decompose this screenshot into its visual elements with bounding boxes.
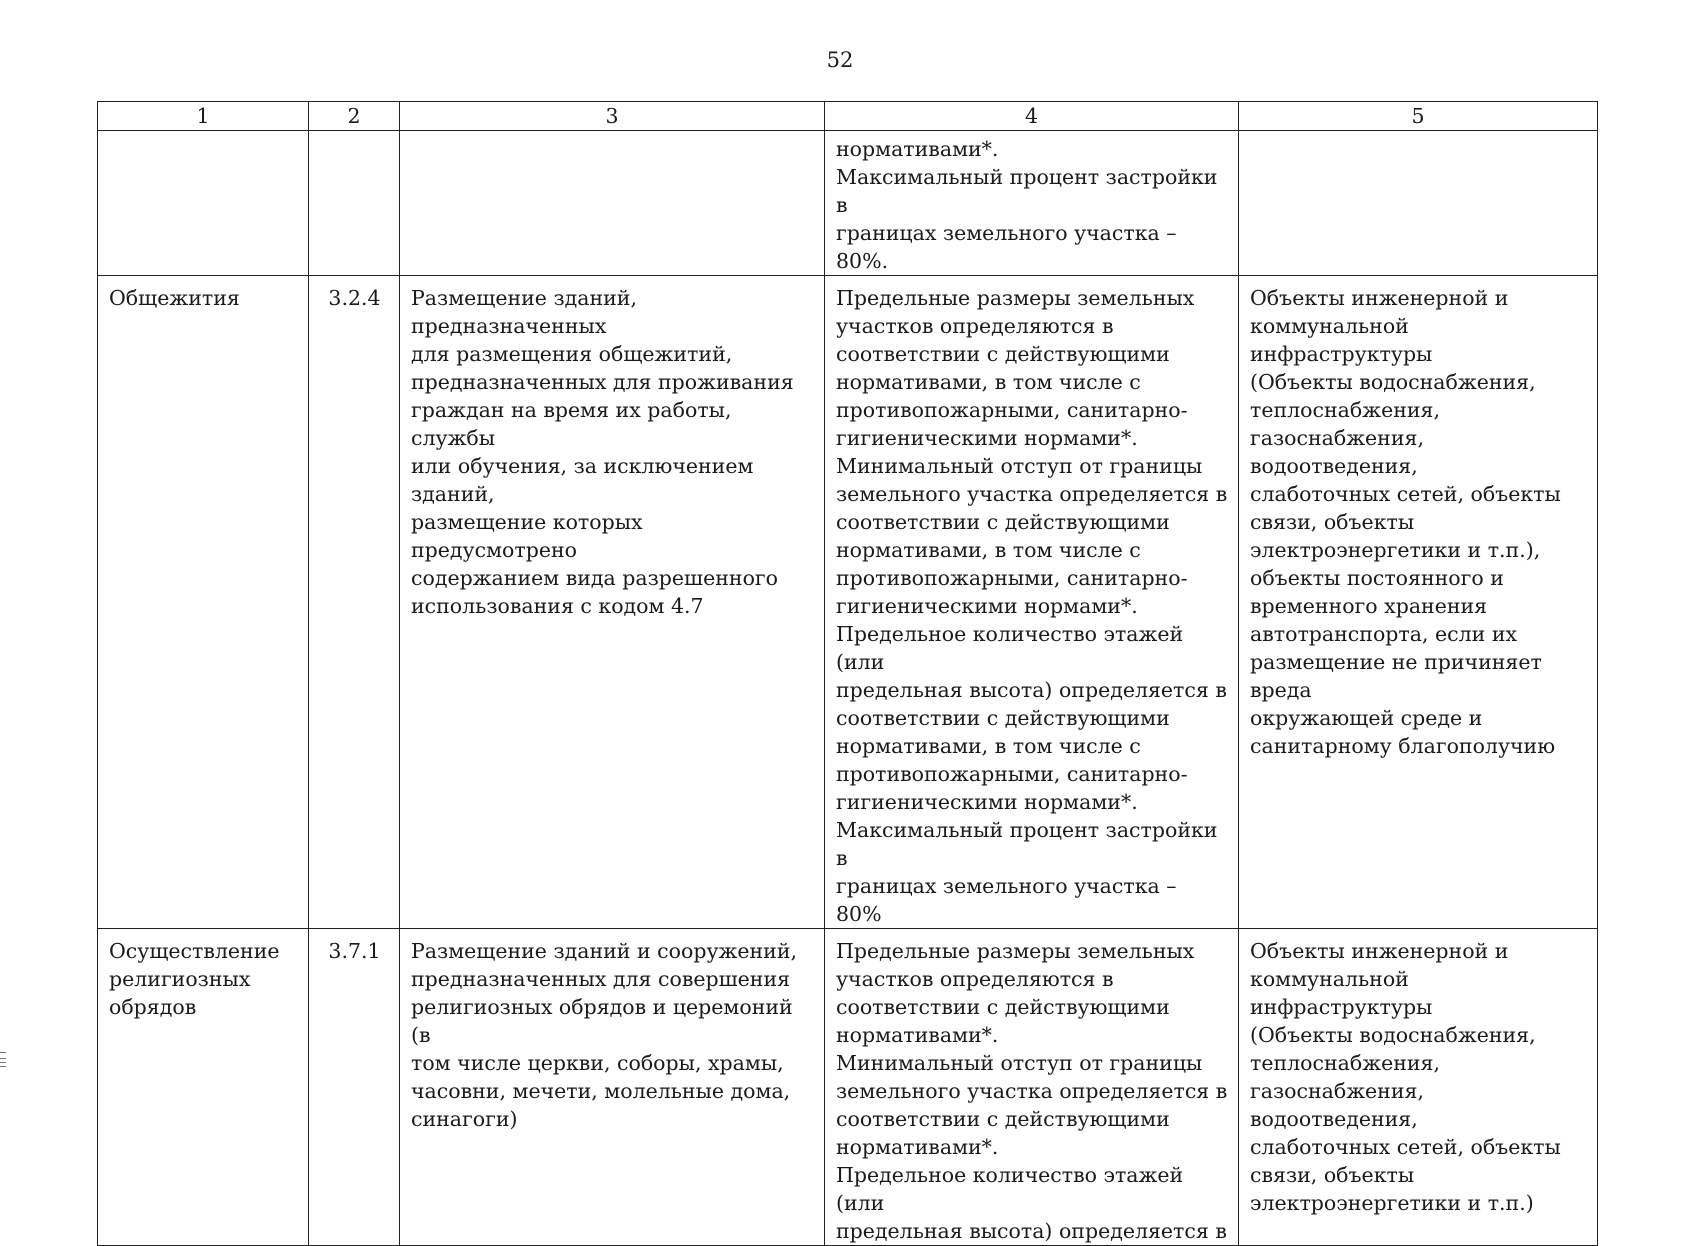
use-description-cell (400, 131, 825, 276)
header-col-1: 1 (98, 102, 309, 131)
use-name-cell: Общежития (98, 276, 309, 929)
header-col-5: 5 (1239, 102, 1598, 131)
use-name-cell: Осуществление религиозных обрядов (98, 929, 309, 1246)
scan-edge-marks (0, 1052, 8, 1092)
table-row (98, 276, 1598, 929)
use-code-cell: 3.2.4 (309, 276, 400, 929)
use-description-cell: Размещение зданий и сооружений, предназначенных для совершения религиозных обрядов и церемоний (в том числе церкви, соборы, храмы, часовни, мечети, молельные дома, синагоги) (400, 929, 825, 1246)
parameters-cell: Предельные размеры земельных участков определяются в соответствии с действующими нормативами*. Минимальный отступ от границы земельного участка определяется в соответствии с действующими нормативами*. Предельное количество этажей (или предельная высота) определяется в (825, 929, 1239, 1246)
parameters-cell: нормативами*. Максимальный процент застройки в границах земельного участка – 80%. (825, 131, 1239, 276)
use-code-cell (309, 131, 400, 276)
auxiliary-objects-cell: Объекты инженерной и коммунальной инфраструктуры (Объекты водоснабжения, теплоснабжения, газоснабжения, водоотведения, слаботочных сетей, объекты связи, объекты электроэнергетики и т.п.), объекты постоянного и временного хранения автотранспорта, если их размещение не причиняет вреда окружающей среде и санитарному благополучию (1239, 276, 1598, 929)
use-code-cell: 3.7.1 (309, 929, 400, 1246)
table-row (98, 929, 1598, 1246)
header-col-4: 4 (825, 102, 1239, 131)
land-use-table (97, 101, 1598, 1246)
auxiliary-objects-cell (1239, 131, 1598, 276)
header-row (98, 102, 1598, 131)
use-description-cell: Размещение зданий, предназначенных для размещения общежитий, предназначенных для проживания граждан на время их работы, службы или обучения, за исключением зданий, размещение которых предусмотрено содержанием вида разрешенного использования с кодом 4.7 (400, 276, 825, 929)
header-col-3: 3 (400, 102, 825, 131)
page-number: 52 (826, 48, 854, 72)
table-row (98, 131, 1598, 276)
auxiliary-objects-cell: Объекты инженерной и коммунальной инфраструктуры (Объекты водоснабжения, теплоснабжения, газоснабжения, водоотведения, слаботочных сетей, объекты связи, объекты электроэнергетики и т.п.) (1239, 929, 1598, 1246)
use-name-cell (98, 131, 309, 276)
header-col-2: 2 (309, 102, 400, 131)
parameters-cell: Предельные размеры земельных участков определяются в соответствии с действующими нормативами, в том числе с противопожарными, санитарно- гигиеническими нормами*. Минимальный отступ от границы земельного участка определяется в соответствии с действующими нормативами, в том числе с противопожарными, санитарно- гигиеническими нормами*. Предельное количество этажей (или предельная высота) определяется в соответствии с действующими нормативами, в том числе с противопожарными, санитарно- гигиеническими нормами*. Максимальный процент застройки в границах земельного участка – 80% (825, 276, 1239, 929)
